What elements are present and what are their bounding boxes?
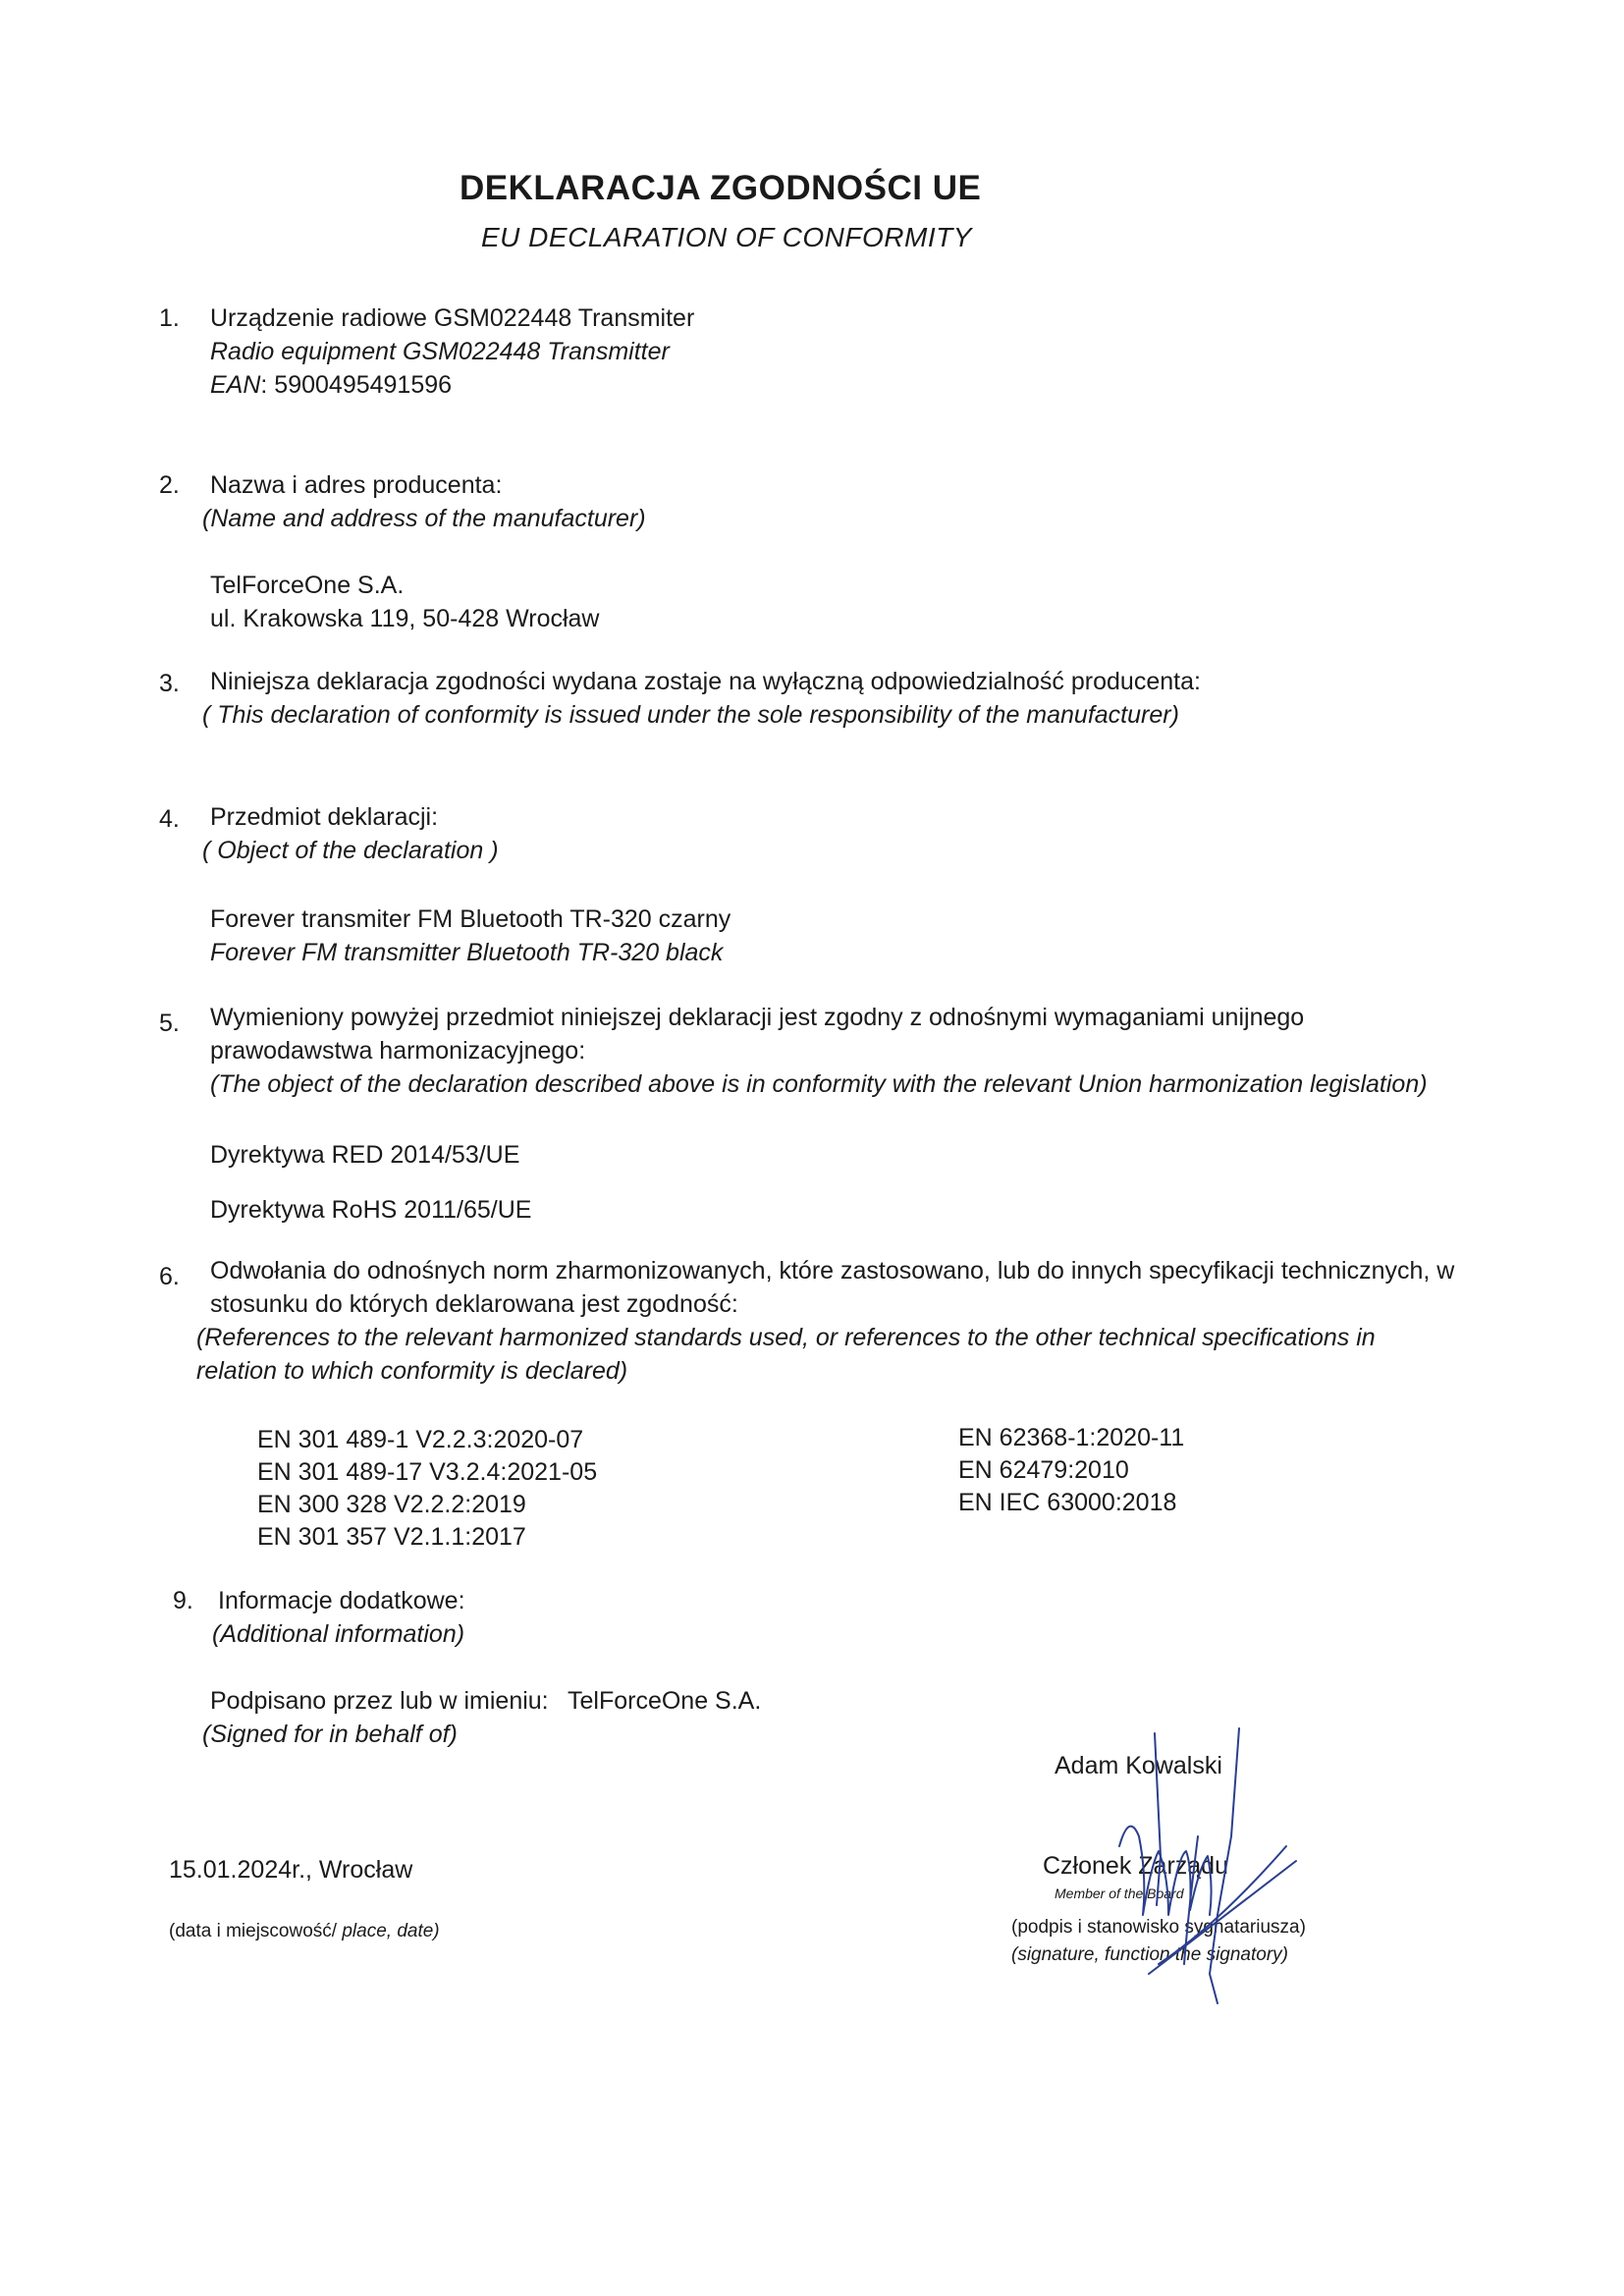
handwritten-signature (1100, 1719, 1316, 2013)
standard-item: EN IEC 63000:2018 (958, 1489, 1177, 1516)
section-1-number: 1. (159, 304, 180, 332)
signed-by-en: (Signed for in behalf of) (202, 1721, 458, 1748)
section-1-text-pl: Urządzenie radiowe GSM022448 Transmiter (210, 304, 695, 332)
signatory-role-en: Member of the Board (1055, 1886, 1184, 1901)
manufacturer-name: TelForceOne S.A. (210, 572, 405, 599)
section-4-number: 4. (159, 805, 180, 833)
signatory-role: Członek Zarządu (1043, 1852, 1228, 1880)
ean-label: EAN (210, 371, 261, 399)
signature-caption-en: (signature, function the signatory) (1011, 1944, 1288, 1965)
standards-list-left (257, 1424, 597, 1554)
section-3-number: 3. (159, 670, 180, 697)
standard-item: EN 62368-1:2020-11 (958, 1424, 1185, 1451)
section-3-text-en: ( This declaration of conformity is issued under the sole responsibility of the manufacturer) (202, 701, 1179, 729)
standard-item: EN 301 489-1 V2.2.3:2020-07 (257, 1426, 584, 1453)
manufacturer-address: ul. Krakowska 119, 50-428 Wrocław (210, 605, 600, 632)
section-6-text-en-2: relation to which conformity is declared) (196, 1357, 628, 1385)
section-9-text-en: (Additional information) (212, 1620, 465, 1648)
directive-red: Dyrektywa RED 2014/53/UE (210, 1141, 520, 1169)
date-caption-en: place, date) (342, 1921, 440, 1941)
section-2-text-pl: Nazwa i adres producenta: (210, 471, 503, 499)
standards-list-right (958, 1422, 1184, 1519)
section-6-text-pl-2: stosunku do których deklarowana jest zgodność: (210, 1290, 738, 1318)
section-3-text-pl: Niniejsza deklaracja zgodności wydana zostaje na wyłączną odpowiedzialność producenta: (210, 668, 1201, 695)
date-caption-pl: (data i miejscowość/ (169, 1921, 343, 1941)
section-1-text-en: Radio equipment GSM022448 Transmitter (210, 338, 670, 365)
product-name-pl: Forever transmiter FM Bluetooth TR-320 czarny (210, 905, 731, 933)
standard-item: EN 301 357 V2.1.1:2017 (257, 1523, 526, 1551)
standard-item: EN 62479:2010 (958, 1456, 1129, 1484)
signatory-name: Adam Kowalski (1055, 1752, 1222, 1779)
document-title: DEKLARACJA ZGODNOŚCI UE (460, 169, 982, 207)
product-name-en: Forever FM transmitter Bluetooth TR-320 black (210, 939, 724, 966)
directive-rohs: Dyrektywa RoHS 2011/65/UE (210, 1196, 532, 1224)
section-5-text-pl-1: Wymieniony powyżej przedmiot niniejszej deklaracji jest zgodny z odnośnymi wymaganiami unijnego (210, 1004, 1305, 1031)
date-place: 15.01.2024r., Wrocław (169, 1856, 413, 1884)
section-5-text-en: (The object of the declaration described above is in conformity with the relevant Union harmonization legislation) (210, 1070, 1428, 1098)
section-9-number: 9. (173, 1587, 193, 1614)
signed-by-label: Podpisano przez lub w imieniu: (210, 1687, 549, 1715)
section-6-text-en-1: (References to the relevant harmonized standards used, or references to the other technical specifications in (196, 1324, 1376, 1351)
section-6-text-pl-1: Odwołania do odnośnych norm zharmonizowanych, które zastosowano, lub do innych specyfikacji technicznych, w (210, 1257, 1455, 1285)
standard-item: EN 301 489-17 V3.2.4:2021-05 (257, 1458, 598, 1486)
standard-item: EN 300 328 V2.2.2:2019 (257, 1491, 526, 1518)
date-caption (169, 1921, 440, 1942)
section-4-text-en: ( Object of the declaration ) (202, 837, 499, 864)
section-2-text-en: (Name and address of the manufacturer) (202, 505, 646, 532)
section-5-text-pl-2: prawodawstwa harmonizacyjnego: (210, 1037, 586, 1065)
ean-value: : 5900495491596 (260, 371, 453, 399)
signed-by-company: TelForceOne S.A. (568, 1687, 762, 1715)
section-9-text-pl: Informacje dodatkowe: (218, 1587, 465, 1614)
signature-caption-pl: (podpis i stanowisko sygnatariusza) (1011, 1917, 1306, 1938)
section-2-number: 2. (159, 471, 180, 499)
section-6-number: 6. (159, 1263, 180, 1290)
section-5-number: 5. (159, 1010, 180, 1037)
section-4-text-pl: Przedmiot deklaracji: (210, 803, 439, 831)
document-subtitle: EU DECLARATION OF CONFORMITY (481, 222, 972, 252)
ean-line (210, 371, 452, 400)
